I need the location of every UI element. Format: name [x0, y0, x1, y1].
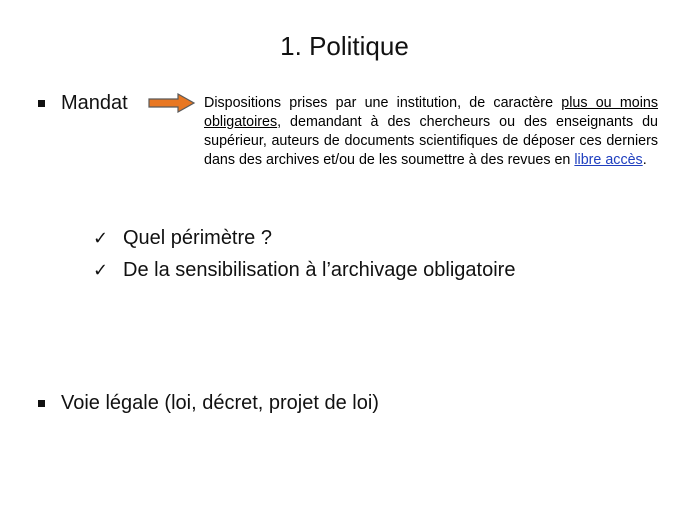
- definition-text: Dispositions prises par une institution, de caractère: [204, 95, 562, 111]
- bullet-item-mandat: [38, 90, 128, 116]
- slide-title: 1. Politique: [280, 31, 409, 61]
- subitem-perimetre: [93, 225, 272, 251]
- subitem-label: De la sensibilisation à l’archivage obligatoire: [123, 259, 516, 281]
- right-arrow-icon: [148, 93, 196, 113]
- bullet-item-voie-legale: [38, 390, 379, 416]
- libre-acces-link[interactable]: libre accès: [574, 152, 643, 168]
- definition-text: , demandant à des chercheurs ou des enseignants du supérieur, auteurs de documents scientifiques de déposer ces derniers dans des archives et/ou de les soumettre à des revues en: [204, 114, 658, 168]
- checkmark-icon: ✓: [93, 228, 109, 248]
- square-bullet-icon: [38, 100, 45, 107]
- checkmark-icon: ✓: [93, 260, 109, 280]
- bullet-label: Mandat: [61, 92, 128, 114]
- square-bullet-icon: [38, 400, 45, 407]
- mandat-definition: [204, 94, 658, 170]
- definition-text: .: [642, 152, 647, 168]
- subitem-label: Quel périmètre ?: [123, 227, 272, 249]
- subitem-sensibilisation: [93, 257, 515, 283]
- bullet-label: Voie légale (loi, décret, projet de loi): [61, 392, 379, 414]
- definition-underlined-text: plus ou moins obligatoires: [204, 95, 659, 130]
